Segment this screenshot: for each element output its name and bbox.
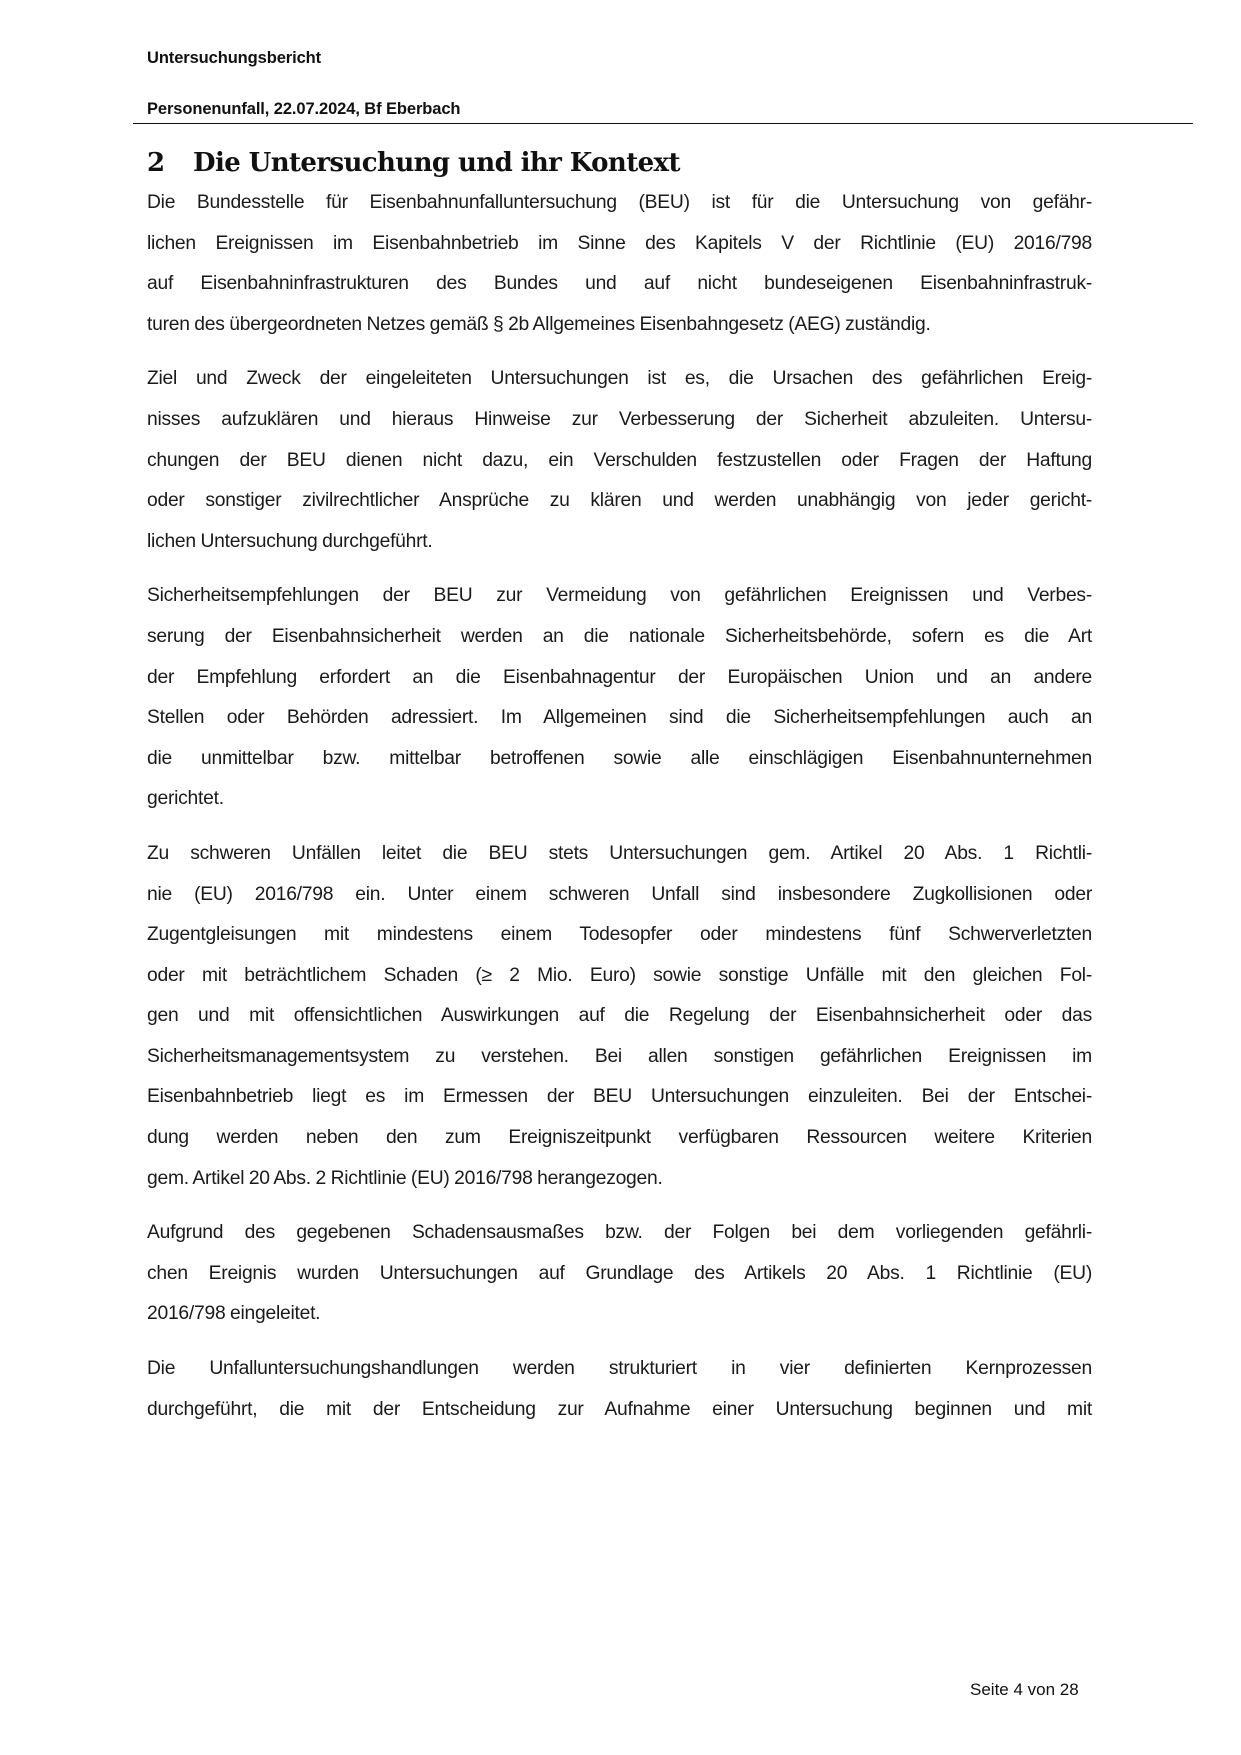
- paragraph: [147, 576, 1092, 820]
- paragraph-line: gen und mit offensichtlichen Auswirkungen auf die Regelung der Eisenbahnsicherheit oder das: [147, 1005, 1092, 1027]
- section-title: Die Untersuchung und ihr Kontext: [193, 148, 680, 178]
- page-number: Seite 4 von 28: [970, 1680, 1079, 1699]
- paragraph-line: Die Unfalluntersuchungshandlungen werden strukturiert in vier definierten Kernprozessen: [147, 1358, 1092, 1380]
- paragraph-line: Aufgrund des gegebenen Schadensausmaßes bzw. der Folgen bei dem vorliegenden gefährli-: [147, 1222, 1092, 1244]
- paragraph-line: auf Eisenbahninfrastrukturen des Bundes und auf nicht bundeseigenen Eisenbahninfrastruk-: [147, 273, 1092, 295]
- paragraph-line: lichen Untersuchung durchgeführt.: [147, 530, 433, 552]
- paragraph-line: oder mit beträchtlichem Schaden (≥ 2 Mio. Euro) sowie sonstige Unfälle mit den gleichen Fol-: [147, 964, 1092, 986]
- paragraph-line: Zu schweren Unfällen leitet die BEU stets Untersuchungen gem. Artikel 20 Abs. 1 Richtli-: [147, 842, 1092, 864]
- paragraph: [147, 359, 1092, 562]
- paragraph-line: die unmittelbar bzw. mittelbar betroffenen sowie alle einschlägigen Eisenbahnunternehmen: [147, 747, 1092, 769]
- header-divider: [133, 123, 1193, 124]
- paragraph-line: Zugentgleisungen mit mindestens einem Todesopfer oder mindestens fünf Schwerverletzten: [147, 924, 1092, 946]
- running-header-report-type: Untersuchungsbericht: [147, 49, 322, 67]
- paragraph-line: turen des übergeordneten Netzes gemäß § 2b Allgemeines Eisenbahngesetz (AEG) zuständig.: [147, 313, 931, 335]
- paragraph-line: Eisenbahnbetrieb liegt es im Ermessen der BEU Untersuchungen einzuleiten. Bei der Entschei-: [147, 1086, 1092, 1108]
- paragraph-line: chungen der BEU dienen nicht dazu, ein Verschulden festzustellen oder Fragen der Haftung: [147, 449, 1092, 471]
- paragraph-line: lichen Ereignissen im Eisenbahnbetrieb im Sinne des Kapitels V der Richtlinie (EU) 2016/798: [147, 232, 1092, 254]
- paragraph: [147, 834, 1092, 1199]
- paragraph-line: der Empfehlung erfordert an die Eisenbahnagentur der Europäischen Union und an andere: [147, 666, 1092, 688]
- paragraph-line: nisses aufzuklären und hieraus Hinweise zur Verbesserung der Sicherheit abzuleiten. Untersu-: [147, 408, 1092, 430]
- section-heading: [147, 148, 680, 178]
- paragraph-line: Sicherheitsempfehlungen der BEU zur Vermeidung von gefährlichen Ereignissen und Verbes-: [147, 585, 1092, 607]
- paragraph-line: Sicherheitsmanagementsystem zu verstehen. Bei allen sonstigen gefährlichen Ereignissen im: [147, 1045, 1092, 1067]
- paragraph-line: gem. Artikel 20 Abs. 2 Richtlinie (EU) 2016/798 herangezogen.: [147, 1167, 663, 1189]
- paragraph-line: gerichtet.: [147, 788, 224, 810]
- paragraph-line: nie (EU) 2016/798 ein. Unter einem schweren Unfall sind insbesondere Zugkollisionen oder: [147, 883, 1092, 905]
- paragraph: [147, 183, 1092, 345]
- paragraph-line: oder sonstiger zivilrechtlicher Ansprüche zu klären und werden unabhängig von jeder gericht-: [147, 490, 1092, 512]
- section-number: 2: [147, 148, 165, 178]
- body-text: [147, 183, 1092, 1444]
- paragraph-line: dung werden neben den zum Ereigniszeitpunkt verfügbaren Ressourcen weitere Kriterien: [147, 1127, 1092, 1149]
- paragraph-line: Ziel und Zweck der eingeleiteten Untersuchungen ist es, die Ursachen des gefährlichen Ereig-: [147, 368, 1092, 390]
- paragraph: [147, 1213, 1092, 1335]
- paragraph-line: Die Bundesstelle für Eisenbahnunfalluntersuchung (BEU) ist für die Untersuchung von gefähr-: [147, 192, 1092, 213]
- paragraph-line: Stellen oder Behörden adressiert. Im Allgemeinen sind die Sicherheitsempfehlungen auch an: [147, 707, 1092, 729]
- paragraph-line: serung der Eisenbahnsicherheit werden an die nationale Sicherheitsbehörde, sofern es die Art: [147, 625, 1092, 647]
- paragraph: [147, 1349, 1092, 1430]
- paragraph-line: 2016/798 eingeleitet.: [147, 1303, 321, 1325]
- paragraph-line: durchgeführt, die mit der Entscheidung zur Aufnahme einer Untersuchung beginnen und mit: [147, 1398, 1092, 1420]
- paragraph-line: chen Ereignis wurden Untersuchungen auf Grundlage des Artikels 20 Abs. 1 Richtlinie (EU): [147, 1262, 1092, 1284]
- running-header-incident: Personenunfall, 22.07.2024, Bf Eberbach: [147, 100, 461, 118]
